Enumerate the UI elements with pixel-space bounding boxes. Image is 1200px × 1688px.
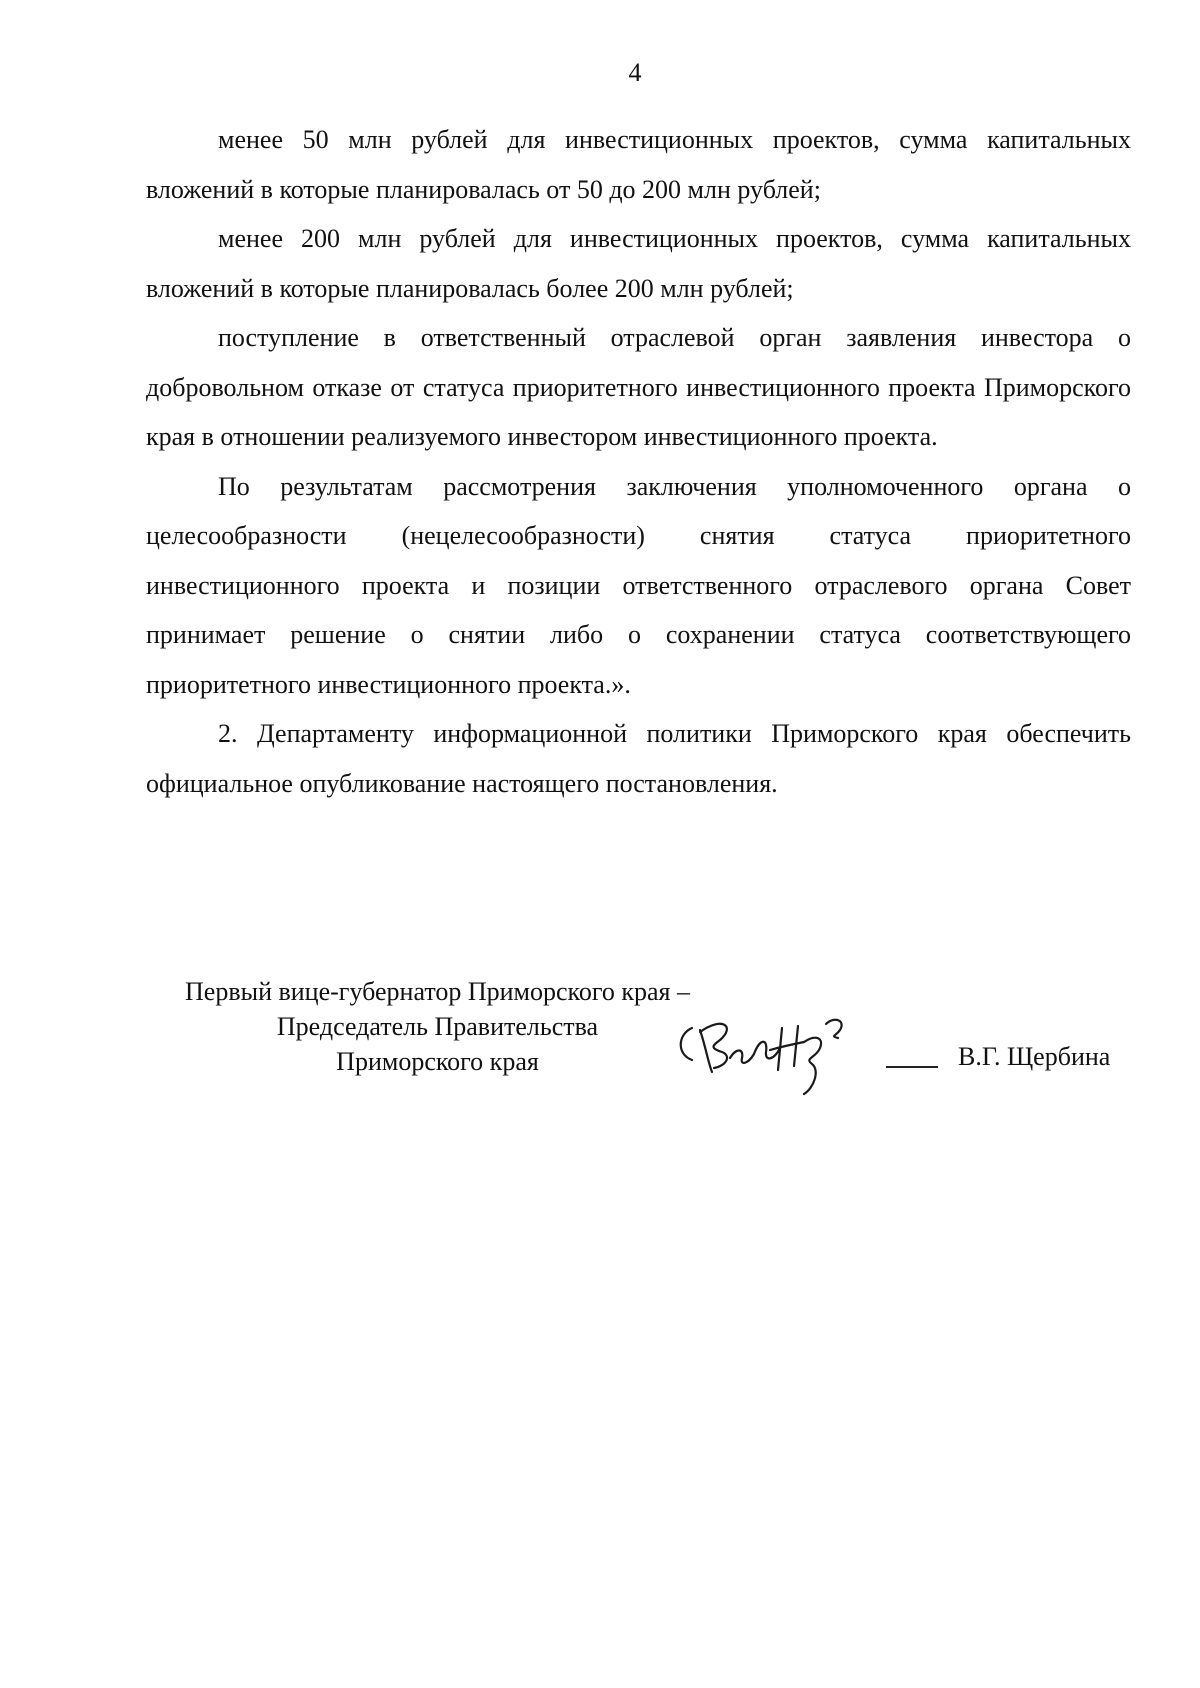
paragraph-condition-50mln: менее 50 млн рублей для инвестиционных проектов, сумма капитальных вложений в которые планировалась от 50 до 200 млн рублей;: [146, 125, 1131, 204]
page-number: 4: [628, 58, 642, 87]
handwritten-signature: [670, 1008, 900, 1098]
signatory-title-line2: Председатель Правительства: [276, 1012, 599, 1041]
paragraph-council-decision: По результатам рассмотрения заключения уполномоченного органа о целесообразности (нецелесообразности) снятия статуса приоритетного инвестиционного проекта и позиции ответственного отраслевого органа Совет принимает решение о снятии либо о сохранении статуса соответствующего приоритетного инвестиционного проекта.».: [146, 471, 1131, 699]
document-body: [146, 115, 1131, 808]
paragraph-voluntary-refusal: поступление в ответственный отраслевой орган заявления инвестора о добровольном отказе от статуса приоритетного инвестиционного проекта Приморского края в отношении реализуемого инвестором инвестиционного проекта.: [146, 323, 1131, 451]
paragraph-condition-200mln: менее 200 млн рублей для инвестиционных проектов, сумма капитальных вложений в которые планировалась более 200 млн рублей;: [146, 224, 1131, 303]
signatory-title: [150, 974, 725, 1079]
signatory-title-line3: Приморского края: [336, 1047, 539, 1076]
signatory-title-line1: Первый вице-губернатор Приморского края –: [185, 977, 690, 1006]
paragraph-publication-order: 2. Департаменту информационной политики Приморского края обеспечить официальное опубликование настоящего постановления.: [146, 719, 1131, 798]
signature-dash: [886, 1066, 938, 1068]
signer-name: В.Г. Щербина: [958, 1042, 1111, 1071]
